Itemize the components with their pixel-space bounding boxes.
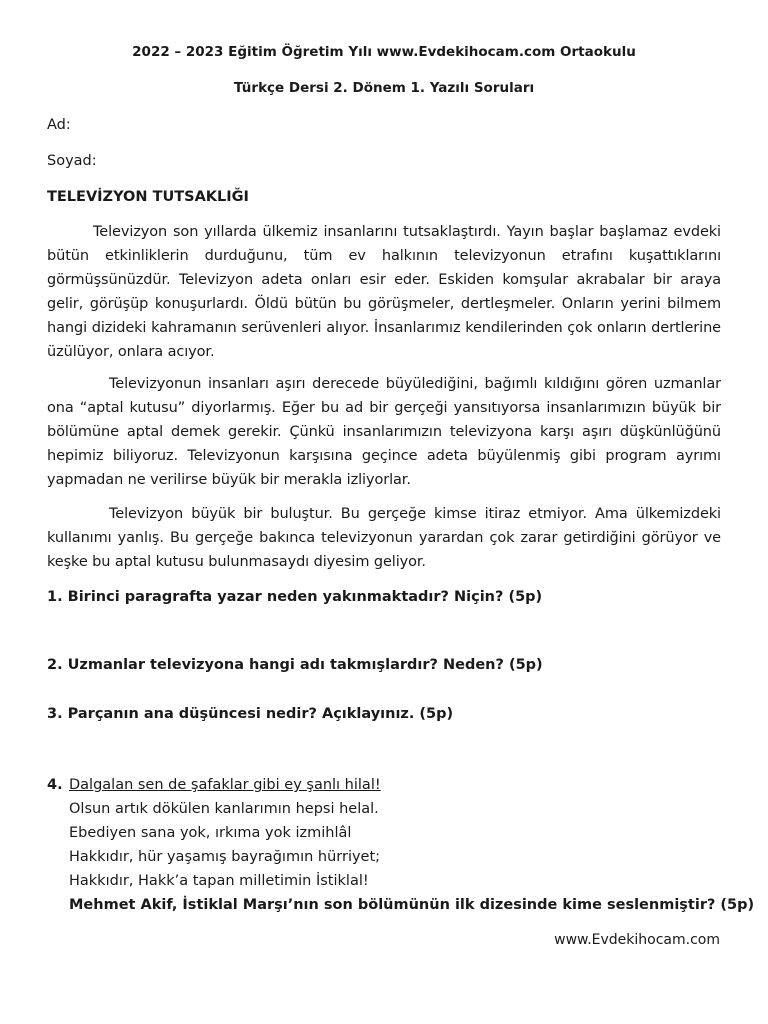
question-1: 1. Birinci paragrafta yazar neden yakınmaktadır? Niçin? (5p)	[47, 589, 543, 605]
question-4-prompt: Mehmet Akif, İstiklal Marşı’nın son bölümünün ilk dizesinde kime seslenmiştir? (5p)	[69, 897, 755, 913]
poem-line-5: Hakkıdır, Hakk’a tapan milletimin İstiklal!	[69, 873, 369, 889]
poem-line-4: Hakkıdır, hür yaşamış bayrağımın hürriyet;	[69, 849, 381, 865]
poem-line-1	[47, 773, 754, 797]
reading-paragraph-1: Televizyon son yıllarda ülkemiz insanlarını tutsaklaştırdı. Yayın başlar başlamaz evdeki bütün etkinliklerin durduğunu, tüm ev halkının televizyonun etrafını kuşattıklarını görmüşsünüzdür. Televizyon adeta onları esir eder. Eskiden komşular akrabalar bir araya gelir, görüşüp konuşurlardı. Öldü bütün bu görüşmeler, dertleşmeler. Onların yerini bilmem hangi dizideki kahramanın serüvenleri alıyor. İnsanlarımız kendilerinden çok onların dertlerine üzülüyor, onlara acıyor.	[47, 224, 721, 360]
poem-line-3: Ebediyen sana yok, ırkıma yok izmihlâl	[69, 825, 352, 841]
reading-title: TELEVİZYON TUTSAKLIĞI	[47, 189, 249, 205]
exam-header-subtitle: Türkçe Dersi 2. Dönem 1. Yazılı Soruları	[233, 80, 535, 96]
surname-label: Soyad:	[47, 153, 97, 169]
exam-header-title: 2022 – 2023 Eğitim Öğretim Yılı www.Evdekihocam.com Ortaokulu	[132, 44, 636, 60]
reading-paragraph-2: Televizyonun insanları aşırı derecede büyülediğini, bağımlı kıldığını gören uzmanlar ona “aptal kutusu” diyorlarmış. Eğer bu ad bir gerçeği yansıtıyorsa insanlarımızın büyük bir bölümüne aptal demek gerekir. Çünkü insanlarımızın televizyona karşı aşırı düşkünlüğünü hepimiz biliyoruz. Televizyonun karşısına geçince adeta büyülenmiş gibi program ayrımı yapmadan ne verilirse büyük bir merakla izliyorlar.	[47, 376, 721, 488]
name-label: Ad:	[47, 117, 71, 133]
footer-url: www.Evdekihocam.com	[554, 932, 720, 948]
poem-line-1-text: Dalgalan sen de şafaklar gibi ey şanlı hilal!	[69, 777, 381, 793]
question-3: 3. Parçanın ana düşüncesi nedir? Açıklayınız. (5p)	[47, 706, 454, 722]
question-4	[47, 773, 754, 917]
poem-line-2: Olsun artık dökülen kanlarımın hepsi helal.	[69, 801, 379, 817]
question-4-number: 4.	[47, 777, 63, 793]
question-2: 2. Uzmanlar televizyona hangi adı takmışlardır? Neden? (5p)	[47, 657, 543, 673]
reading-paragraph-3: Televizyon büyük bir buluştur. Bu gerçeğe kimse itiraz etmiyor. Ama ülkemizdeki kullanımı yanlış. Bu gerçeğe bakınca televizyonun yarardan çok zarar getirdiğini görüyor ve keşke bu aptal kutusu bulunmasaydı diyesim geliyor.	[47, 506, 721, 570]
